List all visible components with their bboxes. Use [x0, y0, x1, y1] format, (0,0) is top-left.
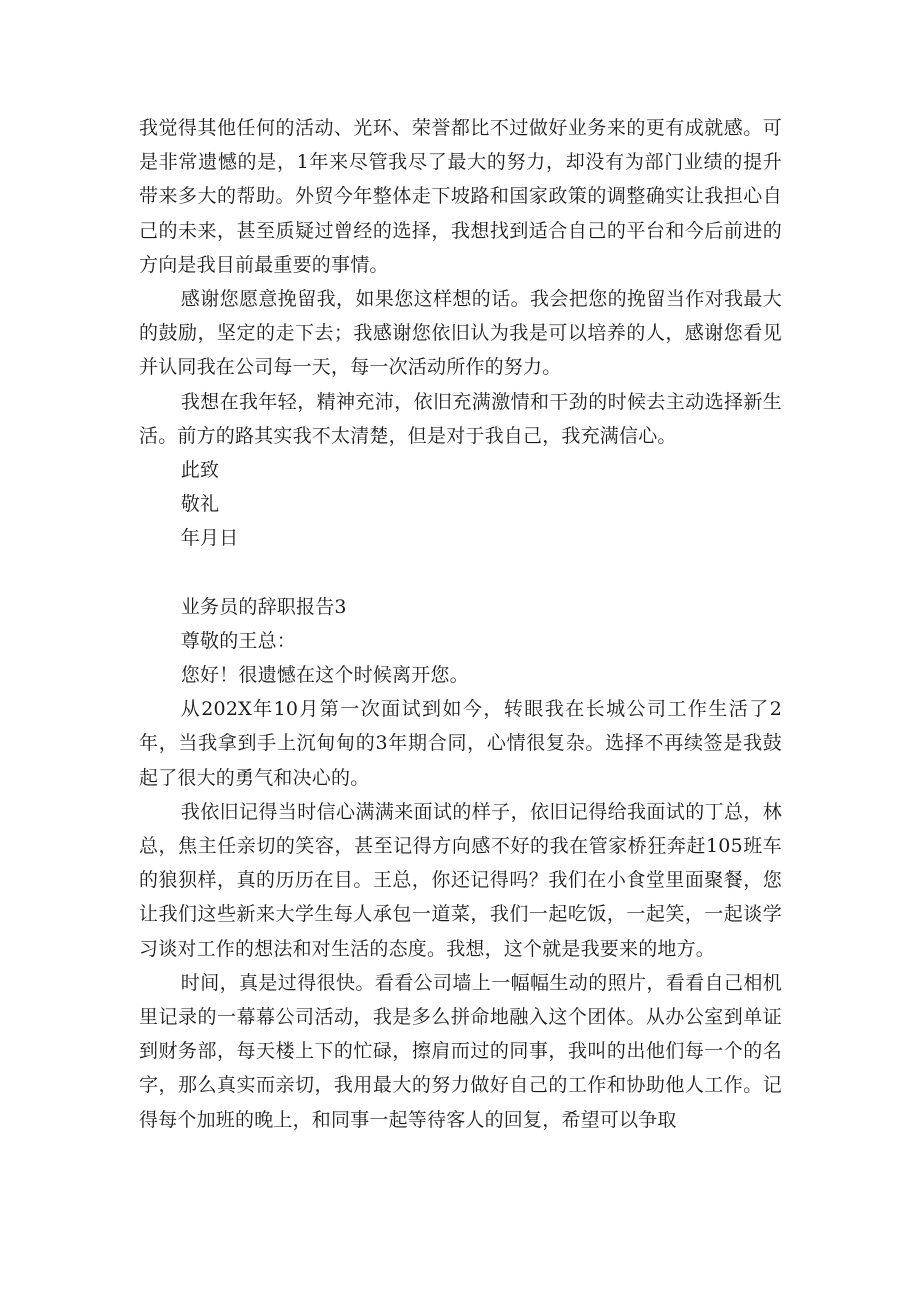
paragraph: 感谢您愿意挽留我，如果您这样想的话。我会把您的挽留当作对我最大的鼓励，坚定的走下去；我感谢您依旧认为我是可以培养的人，感谢您看见并认同我在公司每一天，每一次活动所作的努力。: [139, 288, 782, 379]
greeting: 您好！很遗憾在这个时候离开您。: [180, 664, 469, 687]
paragraph: 我依旧记得当时信心满满来面试的样子，依旧记得给我面试的丁总，林总，焦主任亲切的笑容，甚至记得方向感不好的我在管家桥狂奔赶105班车的狼狈样，真的历历在目。王总，你还记得吗？我们在小食堂里面聚餐，您让我们这些新来大学生每人承包一道菜，我们一起吃饭，一起笑，一起谈学习谈对工作的想法和对生活的态度。我想，这个就是我要来的地方。: [139, 800, 782, 960]
closing-date: 年月日: [180, 527, 239, 550]
paragraph: 我觉得其他任何的活动、光环、荣誉都比不过做好业务来的更有成就感。可是非常遗憾的是，1年来尽管我尽了最大的努力，却没有为部门业绩的提升带来多大的帮助。外贸今年整体走下坡路和国家政策的调整确实让我担心自己的未来，甚至质疑过曾经的选择，我想找到适合自己的平台和今后前进的方向是我目前最重要的事情。: [139, 117, 782, 276]
closing-salutation: 此致: [180, 459, 220, 482]
paragraph: 我想在我年轻，精神充沛，依旧充满激情和干劲的时候去主动选择新生活。前方的路其实我不太清楚，但是对于我自己，我充满信心。: [139, 390, 782, 447]
paragraph: 从202X年10月第一次面试到如今，转眼我在长城公司工作生活了2年，当我拿到手上沉甸甸的3年期合同，心情很复杂。选择不再续签是我鼓起了很大的勇气和决心的。: [139, 698, 782, 789]
closing-regards: 敬礼: [180, 493, 220, 516]
document-body: [139, 111, 782, 1137]
addressee: 尊敬的王总：: [180, 629, 296, 652]
section-title: 业务员的辞职报告3: [180, 595, 347, 618]
paragraph: 时间，真是过得很快。看看公司墙上一幅幅生动的照片，看看自己相机里记录的一幕幕公司活动，我是多么拼命地融入这个团体。从办公室到单证到财务部，每天楼上下的忙碌，擦肩而过的同事，我叫的出他们每一个的名字，那么真实而亲切，我用最大的努力做好自己的工作和协助他人工作。记得每个加班的晚上，和同事一起等待客人的回复，希望可以争取: [139, 971, 782, 1131]
